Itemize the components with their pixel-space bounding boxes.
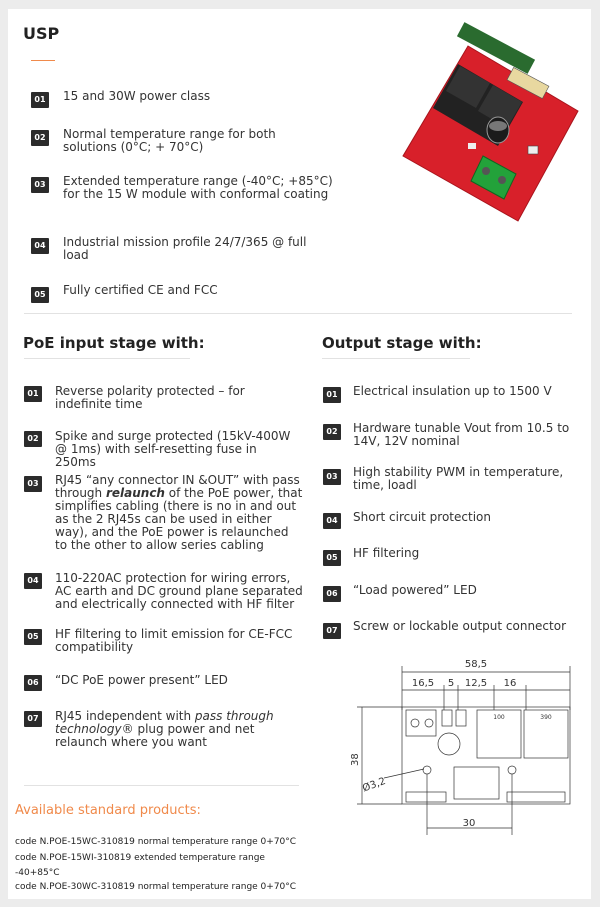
dim-height: 38 <box>350 753 361 766</box>
output-item-number: 01 <box>323 387 341 403</box>
poe-item-text <box>55 710 300 749</box>
poe-title-underline <box>24 358 190 359</box>
poe-item-number: 05 <box>24 629 42 645</box>
dim-bottom: 30 <box>462 818 476 829</box>
output-item-number: 03 <box>323 469 341 485</box>
output-item-number: 07 <box>323 623 341 639</box>
poe-item-number: 07 <box>24 711 42 727</box>
output-stage-title: Output stage with: <box>322 334 482 352</box>
pass-through-emphasis: pass through technology® <box>55 709 274 736</box>
poe-item-text-part: of the PoE power, that simplifies cabling (there is no in and out as the 2 RJ45s can be used in either way), and the PoE power is relaunched to the other to allow series cabling <box>55 486 303 552</box>
usp-item-number: 05 <box>31 287 49 303</box>
dim-label: 16 <box>503 678 517 689</box>
dim-overall-width: 58,5 <box>464 659 488 670</box>
poe-item-text: “DC PoE power present” LED <box>55 673 228 687</box>
poe-item-number: 03 <box>24 476 42 492</box>
component-label: 100 <box>493 714 505 721</box>
product-code-line: -40+85°C <box>15 868 60 878</box>
section-divider <box>24 313 572 314</box>
usp-title: USP <box>23 24 60 43</box>
output-item-text: Short circuit protection <box>353 510 491 524</box>
poe-item-text-part: RJ45 “any connector IN &OUT” with pass through <box>55 473 300 500</box>
output-item-number: 04 <box>323 513 341 529</box>
dim-label: 16,5 <box>411 678 435 689</box>
dim-label: 12,5 <box>464 678 488 689</box>
usp-item-number: 02 <box>31 130 49 146</box>
products-title: Available standard products: <box>15 803 201 818</box>
poe-item-text: Spike and surge protected (15kV-400W @ 1ms) with self-resetting fuse in 250ms <box>55 429 291 469</box>
usp-item-text: Extended temperature range (-40°C; +85°C) for the 15 W module with conformal coating <box>63 174 333 201</box>
output-item-text: “Load powered” LED <box>353 583 477 597</box>
relaunch-emphasis: relaunch <box>105 486 165 500</box>
poe-input-title: PoE input stage with: <box>23 334 205 352</box>
output-item-number: 06 <box>323 586 341 602</box>
product-code-line: code N.POE-15WI-310819 extended temperature range <box>15 853 265 863</box>
usp-item-text: 15 and 30W power class <box>63 89 211 103</box>
dimension-drawing <box>352 650 582 840</box>
output-item-text: Electrical insulation up to 1500 V <box>353 384 552 398</box>
usp-item-text: Industrial mission profile 24/7/365 @ full load <box>63 235 307 262</box>
dim-hole: Ø3,2 <box>361 775 388 795</box>
poe-item-number: 06 <box>24 675 42 691</box>
usp-item-text: Normal temperature range for both solutions (0°C; + 70°C) <box>63 127 276 154</box>
output-item-number: 05 <box>323 550 341 566</box>
output-item-text: Screw or lockable output connector <box>353 619 567 633</box>
output-item-text: High stability PWM in temperature, time, loadl <box>353 465 564 492</box>
poe-item-text-part: plug power and net relaunch where you want <box>55 722 255 749</box>
product-code-line: code N.POE-30WC-310819 normal temperature range 0+70°C <box>15 882 297 892</box>
output-item-text: HF filtering <box>353 546 420 560</box>
output-item-text: Hardware tunable Vout from 10.5 to 14V, 12V nominal <box>353 421 570 448</box>
poe-item-text-part: RJ45 independent with <box>55 709 195 723</box>
output-title-underline <box>322 358 470 359</box>
poe-item-number: 04 <box>24 573 42 589</box>
component-label: 390 <box>540 714 552 721</box>
product-code-line: code N.POE-15WC-310819 normal temperature range 0+70°C <box>15 837 297 847</box>
usp-item-text: Fully certified CE and FCC <box>63 283 218 297</box>
pcb-board-image <box>398 36 588 226</box>
poe-item-number: 02 <box>24 431 42 447</box>
output-item-number: 02 <box>323 424 341 440</box>
poe-item-text: HF filtering to limit emission for CE-FCC compatibility <box>55 627 293 654</box>
poe-item-text: 110-220AC protection for wiring errors, AC earth and DC ground plane separated and electrically connected with HF filter <box>55 571 303 611</box>
poe-item-text <box>55 474 303 552</box>
usp-item-number: 04 <box>31 238 49 254</box>
poe-item-text: Reverse polarity protected – for indefinite time <box>55 384 245 411</box>
usp-item-number: 03 <box>31 177 49 193</box>
dim-label: 5 <box>447 678 455 689</box>
usp-accent-line <box>31 60 55 61</box>
products-divider <box>24 785 299 786</box>
poe-item-number: 01 <box>24 386 42 402</box>
usp-item-number: 01 <box>31 92 49 108</box>
